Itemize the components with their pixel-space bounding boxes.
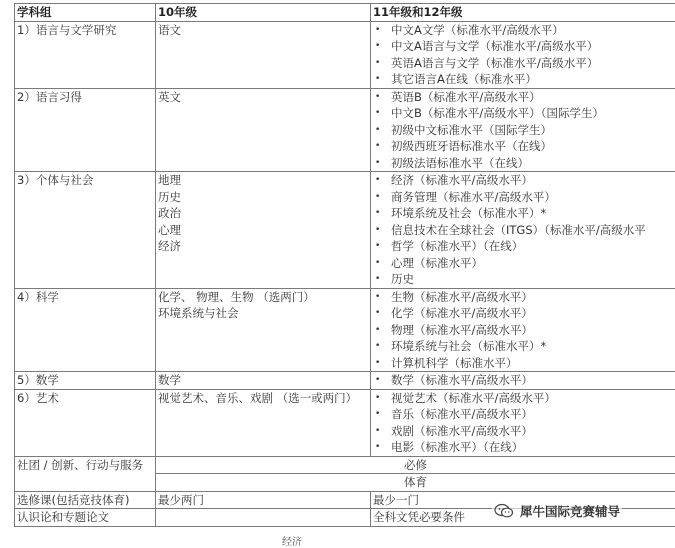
course-list-item — [373, 138, 673, 155]
bullet-icon: • — [375, 55, 380, 72]
subject-group-name: 2）语言习得 — [15, 88, 156, 172]
course-name: 信息技术在全球社会（ITGS）（标准水平/高级水平 — [391, 223, 646, 237]
grade-10-course: 视觉艺术、音乐、戏剧 （选一或两门） — [158, 390, 368, 407]
grade-10-courses — [156, 389, 371, 456]
bullet-icon: • — [375, 38, 380, 55]
bullet-icon: • — [375, 22, 380, 39]
course-name: 电影（标准水平）（在线） — [391, 440, 523, 454]
course-list-item — [373, 89, 673, 106]
course-name: 中文A语言与文学（标准水平/高级水平） — [391, 39, 598, 53]
course-name: 物理（标准水平/高级水平） — [391, 323, 533, 337]
tok-grade-10 — [156, 509, 371, 527]
course-list-item — [373, 205, 673, 222]
watermark — [492, 501, 622, 521]
grade-11-12-courses — [371, 172, 675, 289]
bullet-icon: • — [375, 105, 380, 122]
course-name: 中文A文学（标准水平/高级水平） — [391, 23, 564, 37]
subject-group-name: 3）个体与社会 — [15, 172, 156, 289]
grade-10-course: 英文 — [158, 89, 368, 106]
bullet-icon: • — [375, 423, 380, 440]
bullet-icon: • — [375, 89, 380, 106]
header-subject-group: 学科组 — [15, 4, 156, 22]
bullet-icon: • — [375, 71, 380, 88]
course-list-item — [373, 423, 673, 440]
course-name: 商务管理（标准水平/高级水平） — [391, 190, 556, 204]
grade-10-course: 政治 — [158, 205, 368, 222]
bullet-icon: • — [375, 155, 380, 172]
cut-off-text: 经济 — [282, 533, 302, 548]
grade-10-course: 地理 — [158, 172, 368, 189]
course-name: 计算机科学（标准水平） — [391, 356, 518, 370]
grade-11-12-courses — [371, 288, 675, 372]
course-name: 环境系统与社会（标准水平）* — [391, 339, 546, 353]
bullet-icon: • — [375, 122, 380, 139]
course-name: 经济（标准水平/高级水平） — [391, 173, 533, 187]
grade-10-course: 历史 — [158, 189, 368, 206]
course-list-item — [373, 189, 673, 206]
subject-group-name: 5）数学 — [15, 372, 156, 390]
subject-group-row — [15, 288, 675, 372]
clubs-row — [15, 456, 675, 474]
course-list-item — [373, 238, 673, 255]
course-name: 初级中文标准水平（国际学生） — [391, 123, 552, 137]
course-list-item — [373, 322, 673, 339]
grade-10-courses — [156, 21, 371, 88]
course-name: 心理（标准水平） — [391, 256, 483, 270]
tok-grade-11-12: 全科文凭必要条件 — [371, 509, 675, 527]
course-name: 数学（标准水平/高级水平） — [391, 373, 533, 387]
clubs-pe: 体育 — [156, 474, 675, 492]
grade-11-12-courses — [371, 372, 675, 390]
course-list-item — [373, 55, 673, 72]
course-list-item — [373, 372, 673, 389]
bullet-icon: • — [375, 271, 380, 288]
grade-11-12-courses — [371, 389, 675, 456]
course-list-item — [373, 155, 673, 172]
header-row — [15, 4, 675, 22]
subject-group-row — [15, 372, 675, 390]
course-list-item — [373, 105, 673, 122]
course-list-item — [373, 38, 673, 55]
course-list-item — [373, 289, 673, 306]
bullet-icon: • — [375, 172, 380, 189]
course-list-item — [373, 355, 673, 372]
course-name: 音乐（标准水平/高级水平） — [391, 407, 533, 421]
course-list — [373, 172, 673, 288]
bullet-icon: • — [375, 205, 380, 222]
bullet-icon: • — [375, 255, 380, 272]
watermark-text: 犀牛国际竞赛辅导 — [520, 502, 620, 520]
course-name: 生物（标准水平/高级水平） — [391, 290, 533, 304]
wechat-icon — [494, 503, 514, 519]
bullet-icon: • — [375, 338, 380, 355]
electives-grade-11-12: 最少一门 — [371, 491, 675, 509]
grade-10-course: 语文 — [158, 22, 368, 39]
bullet-icon: • — [375, 439, 380, 456]
grade-10-courses — [156, 288, 371, 372]
course-list-item — [373, 406, 673, 423]
course-list-item — [373, 172, 673, 189]
course-list-item — [373, 122, 673, 139]
bullet-icon: • — [375, 406, 380, 423]
grade-10-courses — [156, 172, 371, 289]
course-name: 中文B（标准水平/高级水平）（国际学生） — [391, 106, 604, 120]
subject-group-name: 1）语言与文学研究 — [15, 21, 156, 88]
course-name: 视觉艺术（标准水平/高级水平） — [391, 391, 556, 405]
course-list-item — [373, 338, 673, 355]
course-list-item — [373, 22, 673, 39]
header-grade-10: 10年级 — [156, 4, 371, 22]
course-name: 历史 — [391, 272, 414, 286]
course-list-item — [373, 271, 673, 288]
course-list-item — [373, 439, 673, 456]
clubs-label: 社团 / 创新、行动与服务 — [15, 456, 156, 491]
grade-10-course: 心理 — [158, 222, 368, 239]
bullet-icon: • — [375, 289, 380, 306]
course-list-item — [373, 390, 673, 407]
subject-group-row — [15, 389, 675, 456]
subject-group-row — [15, 88, 675, 172]
course-name: 其它语言A在线（标准水平） — [391, 72, 537, 86]
grade-10-course: 经济 — [158, 238, 368, 255]
grade-10-course: 化学、 物理、生物 （选两门） — [158, 289, 368, 306]
grade-11-12-courses — [371, 21, 675, 88]
course-name: 哲学（标准水平）（在线） — [391, 239, 523, 253]
clubs-required: 必修 — [156, 456, 675, 474]
course-list-item — [373, 71, 673, 88]
curriculum-table — [14, 3, 675, 527]
header-grade-11-12: 11年级和12年级 — [371, 4, 675, 22]
subject-group-name: 6）艺术 — [15, 389, 156, 456]
course-list-item — [373, 305, 673, 322]
grade-10-courses — [156, 372, 371, 390]
subject-group-row — [15, 172, 675, 289]
subject-group-rows — [15, 21, 675, 456]
course-name: 化学（标准水平/高级水平） — [391, 306, 533, 320]
grade-10-course: 环境系统与社会 — [158, 305, 368, 322]
bullet-icon: • — [375, 372, 380, 389]
subject-group-row — [15, 21, 675, 88]
course-list — [373, 390, 673, 456]
electives-grade-10: 最少两门 — [156, 491, 371, 509]
course-list — [373, 372, 673, 389]
course-name: 初级法语标准水平（在线） — [391, 156, 529, 170]
grade-10-course: 数学 — [158, 372, 368, 389]
bullet-icon: • — [375, 222, 380, 239]
bullet-icon: • — [375, 355, 380, 372]
grade-10-courses — [156, 88, 371, 172]
course-name: 戏剧（标准水平/高级水平） — [391, 424, 533, 438]
bullet-icon: • — [375, 390, 380, 407]
course-list — [373, 89, 673, 172]
bullet-icon: • — [375, 322, 380, 339]
course-list — [373, 22, 673, 88]
bullet-icon: • — [375, 238, 380, 255]
course-list — [373, 289, 673, 372]
bullet-icon: • — [375, 138, 380, 155]
subject-group-name: 4）科学 — [15, 288, 156, 372]
grade-11-12-courses — [371, 88, 675, 172]
course-name: 环境系统及社会（标准水平）* — [391, 206, 546, 220]
course-name: 英语A语言与文学（标准水平/高级水平） — [391, 56, 598, 70]
course-name: 初级西班牙语标准水平（在线） — [391, 139, 552, 153]
course-list-item — [373, 255, 673, 272]
electives-label: 选修课(包括竞技体育) — [15, 491, 156, 509]
course-name: 英语B（标准水平/高级水平） — [391, 90, 541, 104]
tok-label: 认识论和专题论文 — [15, 509, 156, 527]
bullet-icon: • — [375, 189, 380, 206]
bullet-icon: • — [375, 305, 380, 322]
course-list-item — [373, 222, 673, 239]
